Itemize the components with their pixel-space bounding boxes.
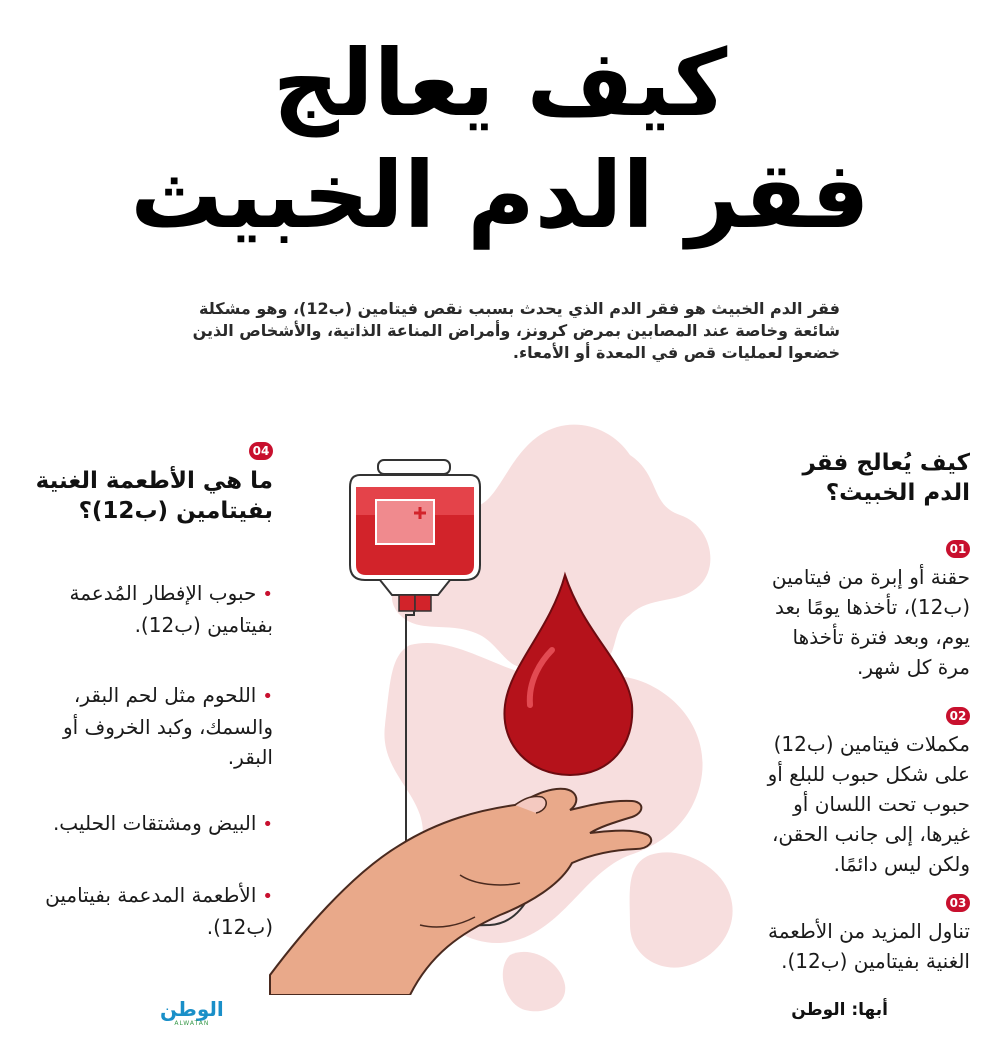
foods-section bbox=[18, 440, 273, 526]
step-text: مكملات فيتامين (ب12) على شكل حبوب للبلع أو حبوب تحت اللسان أو غيرها، إلى جانب الحقن، ولكن ليس دائمًا. bbox=[767, 732, 970, 876]
footer-credit: أبها: الوطن bbox=[791, 1000, 888, 1020]
food-item-3 bbox=[18, 808, 273, 840]
step-number-badge: 02 bbox=[946, 707, 970, 725]
logo-english: ALWATAN bbox=[174, 1020, 210, 1027]
logo-arabic: الوطن bbox=[160, 997, 224, 1021]
step-text: تناول المزيد من الأطعمة الغنية بفيتامين (ب12). bbox=[767, 919, 970, 973]
foods-heading: ما هي الأطعمة الغنية بفيتامين (ب12)؟ bbox=[35, 468, 273, 524]
food-item-text: حبوب الإفطار المُدعمة بفيتامين (ب12). bbox=[69, 581, 273, 637]
bullet-dot-icon: • bbox=[262, 584, 273, 605]
blood-drop-icon bbox=[504, 575, 632, 775]
food-item-1 bbox=[18, 578, 273, 640]
treatment-step-2 bbox=[730, 705, 970, 879]
treatment-step-1 bbox=[730, 538, 970, 682]
intro-paragraph: فقر الدم الخبيث هو فقر الدم الذي يحدث بسبب نقص فيتامين (ب12)، وهو مشكلة شائعة وخاصة عند المصابين بمرض كرونز، وأمراض المناعة الذاتية، والأشخاص الذين خضعوا لعمليات قص في المعدة أو الأمعاء. bbox=[192, 299, 840, 362]
food-item-text: البيض ومشتقات الحليب. bbox=[52, 811, 257, 835]
foods-number-badge: 04 bbox=[249, 442, 273, 460]
bullet-dot-icon: • bbox=[262, 814, 273, 835]
blood-transfusion-illustration bbox=[260, 455, 720, 995]
page-title-line1: كيف يعالج bbox=[272, 30, 728, 137]
hand-illustration bbox=[270, 789, 651, 995]
step-number-badge: 01 bbox=[946, 540, 970, 558]
step-text: حقنة أو إبرة من فيتامين (ب12)، تأخذها يومًا بعد يوم، وبعد فترة تأخذها مرة كل شهر. bbox=[771, 565, 970, 679]
alwatan-logo bbox=[160, 998, 224, 1027]
page-title-line2: فقر الدم الخبيث bbox=[130, 142, 870, 249]
food-item-text: اللحوم مثل لحم البقر، والسمك، وكبد الخروف أو البقر. bbox=[62, 683, 273, 769]
treatment-section bbox=[730, 448, 970, 508]
food-item-text: الأطعمة المدعمة بفيتامين (ب12). bbox=[45, 883, 273, 939]
food-item-4 bbox=[18, 880, 273, 942]
treatment-heading: كيف يُعالج فقر الدم الخبيث؟ bbox=[802, 450, 970, 506]
food-item-2 bbox=[18, 680, 273, 772]
bullet-dot-icon: • bbox=[262, 686, 273, 707]
step-number-badge: 03 bbox=[946, 894, 970, 912]
bullet-dot-icon: • bbox=[262, 886, 273, 907]
treatment-step-3 bbox=[730, 892, 970, 976]
